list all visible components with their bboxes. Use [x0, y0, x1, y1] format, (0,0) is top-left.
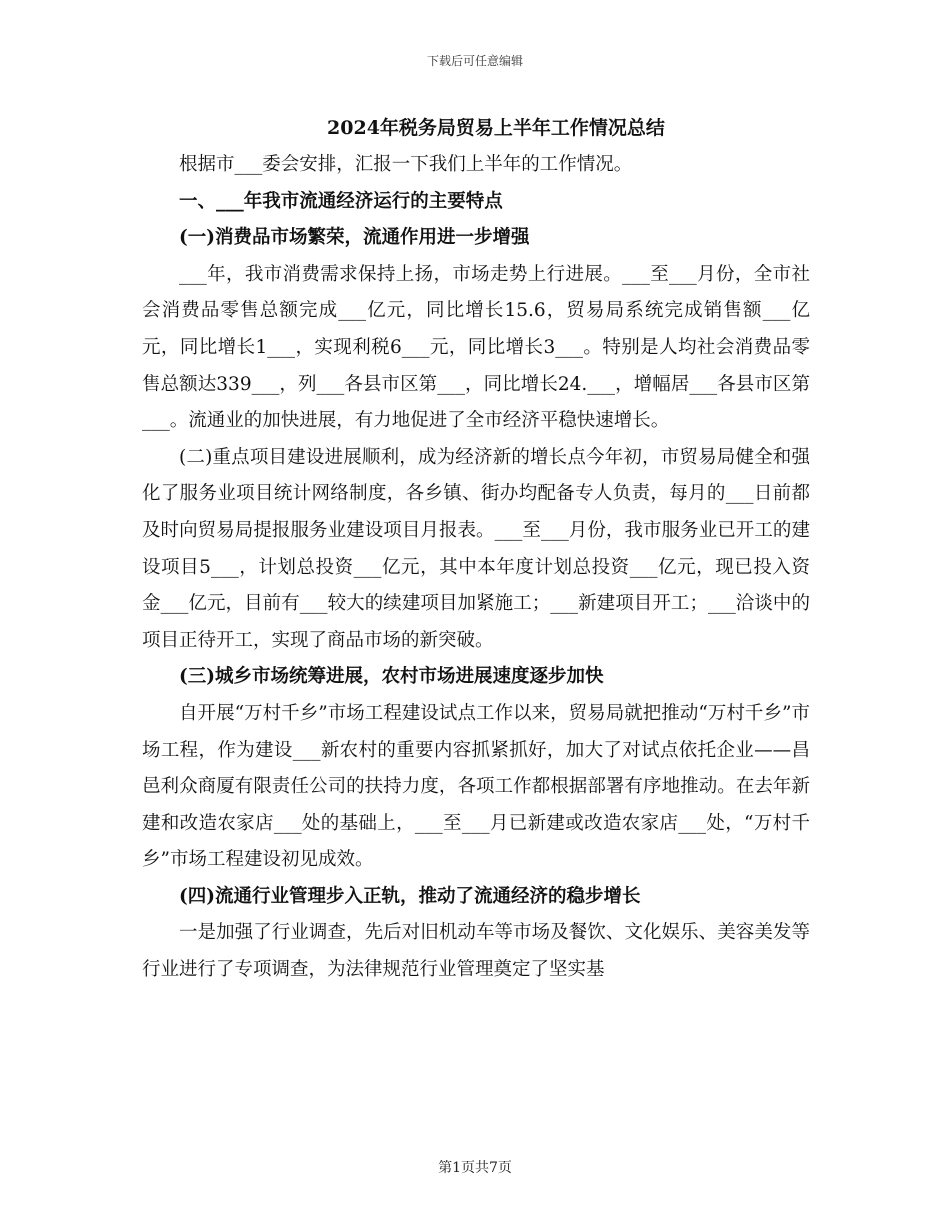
paragraph-consumption: ___年，我市消费需求保持上扬，市场走势上行进展。___至___月份，全市社会消费品零售总额完成___亿元，同比增长15.6，贸易局系统完成销售额___亿元，同比增长1___，实现利税6___元，同比增长3___。特别是人均社会消费品零售总额达339___，列___各县市区第___，同比增长24.___，增幅居___各县市区第___。流通业的加快进展，有力地促进了全市经济平稳快速增长。: [142, 263, 810, 432]
document-title: 2024年税务局贸易上半年工作情况总结: [327, 117, 665, 139]
intro-paragraph: 根据市___委会安排，汇报一下我们上半年的工作情况。: [179, 154, 633, 175]
page-footer: 第1页共7页: [438, 1160, 512, 1176]
subsection-heading-4: (四)流通行业管理步入正轨，推动了流通经济的稳步增长: [179, 885, 641, 907]
section-heading-1: 一、___年我市流通经济运行的主要特点: [179, 190, 503, 212]
subsection-heading-3: (三)城乡市场统筹进展，农村市场进展速度逐步加快: [179, 666, 604, 688]
document-body: [142, 113, 810, 989]
paragraph-industry-management: 一是加强了行业调查，先后对旧机动车等市场及餐饮、文化娱乐、美容美发等行业进行了专项调查，为法律规范行业管理奠定了坚实基: [142, 922, 810, 981]
subsection-heading-1: (一)消费品市场繁荣，流通作用进一步增强: [179, 227, 530, 249]
paragraph-rural-market: 自开展“万村千乡”市场工程建设试点工作以来，贸易局就把推动“万村千乡”市场工程，作为建设___新农村的重要内容抓紧抓好，加大了对试点依托企业——昌邑利众商厦有限责任公司的扶持力度，各项工作都根据部署有序地推动。在去年新建和改造农家店___处的基础上，___至___月已新建或改造农家店___处，“万村千乡”市场工程建设初见成效。: [142, 702, 810, 871]
paragraph-key-projects: (二)重点项目建设进展顺利，成为经济新的增长点今年初，市贸易局健全和强化了服务业项目统计网络制度，各乡镇、街办均配备专人负责，每月的___日前都及时向贸易局提报服务业建设项目月报表。___至___月份，我市服务业已开工的建设项目5___，计划总投资___亿元，其中本年度计划总投资___亿元，现已投入资金___亿元，目前有___较大的续建项目加紧施工；___新建项目开工；___洽谈中的项目正待开工，实现了商品市场的新突破。: [142, 446, 810, 651]
header-note: 下载后可任意编辑: [426, 54, 523, 68]
